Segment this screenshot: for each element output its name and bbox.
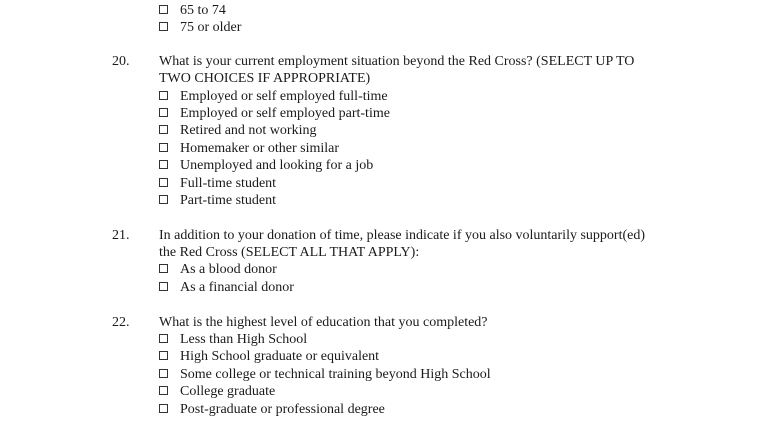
option-label: 65 to 74 <box>180 3 226 18</box>
question-text-20-line1: What is your current employment situation beyond the Red Cross? (SELECT UP TO <box>159 54 635 69</box>
option-homemaker[interactable] <box>159 140 339 157</box>
option-label: As a financial donor <box>180 280 294 295</box>
checkbox[interactable] <box>159 125 168 134</box>
checkbox[interactable] <box>159 264 168 273</box>
checkbox[interactable] <box>159 369 168 378</box>
option-label: Post-graduate or professional degree <box>180 402 385 417</box>
checkbox[interactable] <box>159 5 168 14</box>
option-retired[interactable] <box>159 122 316 139</box>
option-blood-donor[interactable] <box>159 261 277 278</box>
checkbox[interactable] <box>159 22 168 31</box>
option-some-college[interactable] <box>159 366 491 383</box>
option-post-graduate[interactable] <box>159 401 385 418</box>
checkbox[interactable] <box>159 386 168 395</box>
option-label: 75 or older <box>180 20 242 35</box>
question-number-20: 20. <box>112 54 130 69</box>
checkbox[interactable] <box>159 91 168 100</box>
checkbox[interactable] <box>159 178 168 187</box>
option-unemployed[interactable] <box>159 157 373 174</box>
question-text-21-line2: the Red Cross (SELECT ALL THAT APPLY): <box>159 245 420 260</box>
checkbox[interactable] <box>159 404 168 413</box>
checkbox[interactable] <box>159 351 168 360</box>
option-financial-donor[interactable] <box>159 279 294 296</box>
option-label: High School graduate or equivalent <box>180 349 380 364</box>
question-text-21-line1: In addition to your donation of time, please indicate if you also voluntarily support(ed) <box>159 228 646 243</box>
option-label: Less than High School <box>180 332 308 347</box>
option-label: Full-time student <box>180 176 277 191</box>
option-label: As a blood donor <box>180 262 277 277</box>
option-full-time-student[interactable] <box>159 175 276 192</box>
checkbox[interactable] <box>159 160 168 169</box>
question-number-21: 21. <box>112 228 130 243</box>
option-label: Retired and not working <box>180 123 317 138</box>
option-college-graduate[interactable] <box>159 383 275 400</box>
option-employed-full-time[interactable] <box>159 88 388 105</box>
question-number-22: 22. <box>112 315 130 330</box>
option-age-75-older[interactable] <box>159 19 241 36</box>
option-label: College graduate <box>180 384 276 399</box>
option-label: Some college or technical training beyond High School <box>180 367 491 382</box>
option-part-time-student[interactable] <box>159 192 276 209</box>
checkbox[interactable] <box>159 195 168 204</box>
option-high-school-graduate[interactable] <box>159 348 379 365</box>
checkbox[interactable] <box>159 334 168 343</box>
checkbox[interactable] <box>159 143 168 152</box>
checkbox[interactable] <box>159 108 168 117</box>
option-label: Homemaker or other similar <box>180 141 340 156</box>
checkbox[interactable] <box>159 282 168 291</box>
option-label: Unemployed and looking for a job <box>180 158 374 173</box>
option-age-65-74[interactable] <box>159 2 226 19</box>
question-text-22: What is the highest level of education that you completed? <box>159 315 488 330</box>
option-employed-part-time[interactable] <box>159 105 390 122</box>
option-less-than-high-school[interactable] <box>159 331 307 348</box>
option-label: Employed or self employed full-time <box>180 89 388 104</box>
option-label: Employed or self employed part-time <box>180 106 390 121</box>
question-text-20-line2: TWO CHOICES IF APPROPRIATE) <box>159 71 371 86</box>
option-label: Part-time student <box>180 193 277 208</box>
